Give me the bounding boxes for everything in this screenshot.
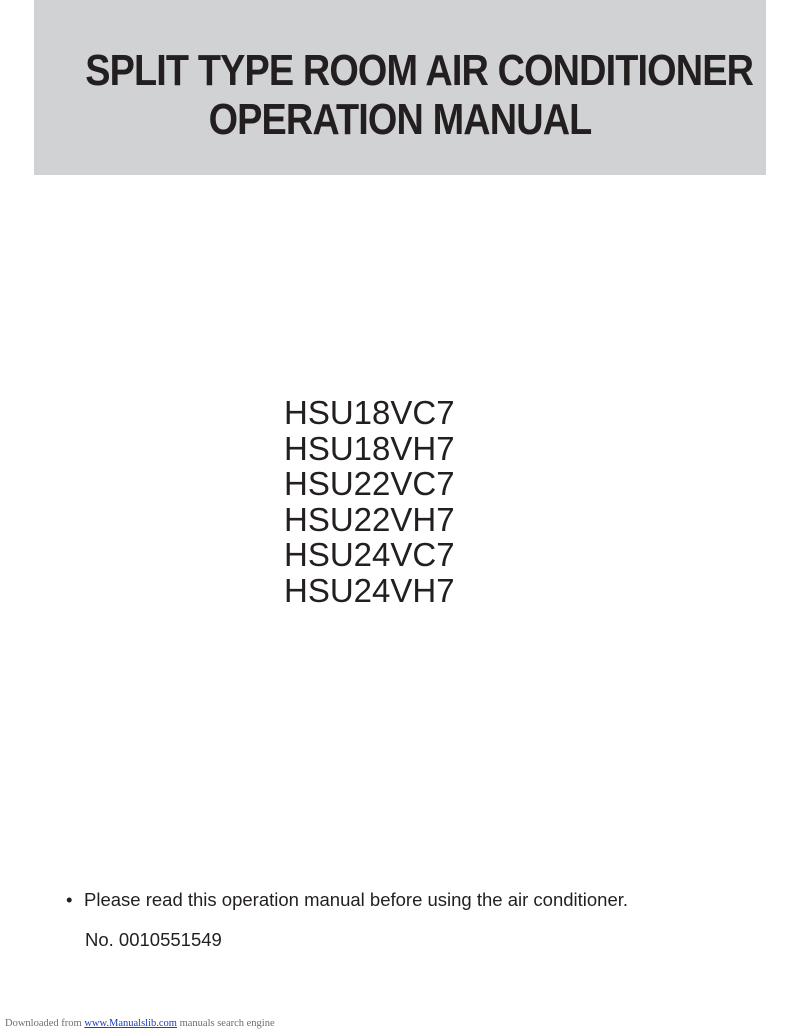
footer-prefix: Downloaded from	[5, 1018, 82, 1029]
manualslib-link[interactable]: www.Manualslib.com	[84, 1018, 177, 1029]
download-footer	[5, 1018, 275, 1029]
model-number: HSU22VH7	[284, 500, 455, 538]
title-band	[34, 0, 766, 175]
model-number: HSU18VC7	[284, 394, 455, 431]
bullet-icon: •	[66, 889, 73, 910]
footer-suffix: manuals search engine	[179, 1018, 275, 1029]
model-number: HSU22VC7	[284, 465, 455, 502]
notice-text: Please read this operation manual before using the air conditioner.	[84, 889, 629, 910]
model-list	[284, 395, 455, 608]
model-number: HSU24VC7	[284, 536, 455, 573]
model-number: HSU24VH7	[284, 571, 455, 609]
model-number: HSU18VH7	[284, 429, 455, 467]
document-number: No. 0010551549	[85, 929, 222, 950]
manual-title: SPLIT TYPE ROOM AIR CONDITIONER	[85, 46, 754, 95]
read-manual-notice	[66, 889, 628, 911]
manual-subtitle: OPERATION MANUAL	[208, 95, 592, 144]
